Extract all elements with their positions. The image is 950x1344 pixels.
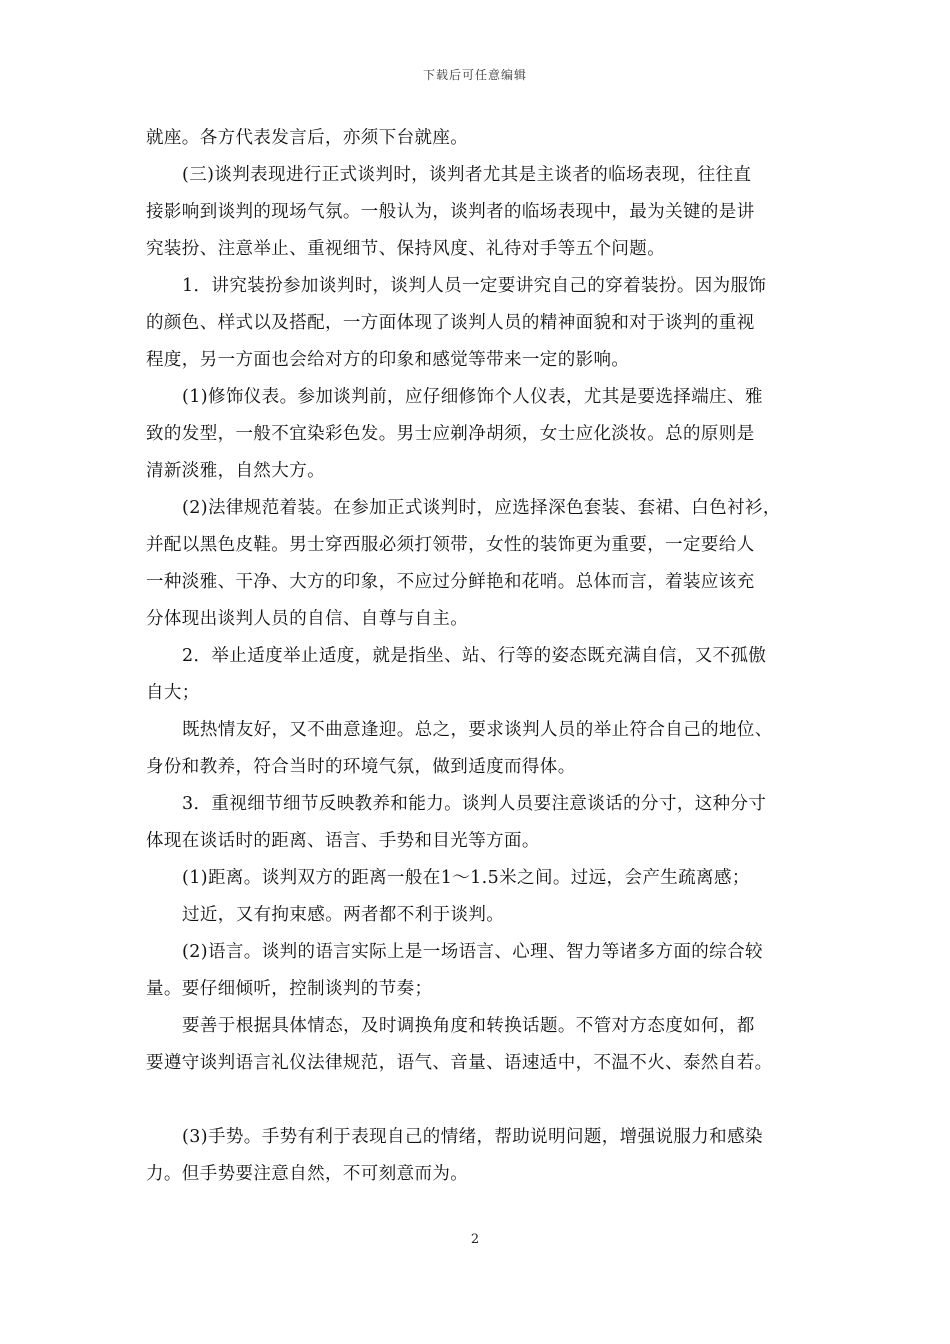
text-line: 分体现出谈判人员的自信、自尊与自主。 — [146, 609, 469, 629]
text-line: 致的发型，一般不宜染彩色发。男士应剃净胡须，女士应化淡妆。总的原则是 — [146, 424, 755, 444]
text-line: 体现在谈话时的距离、语言、手势和目光等方面。 — [146, 831, 540, 851]
text-line: 并配以黑色皮鞋。男士穿西服必须打领带，女性的装饰更为重要，一定要给人 — [146, 535, 755, 555]
paragraph-line: (1)距离。谈判双方的距离一般在1～1.5米之间。过远，会产生疏离感； — [182, 868, 750, 888]
paragraph-line: 1．讲究装扮参加谈判时，谈判人员一定要讲究自己的穿着装扮。因为服饰 — [182, 276, 767, 296]
paragraph-line: (3)手势。手势有利于表现自己的情绪，帮助说明问题，增强说服力和感染 — [182, 1127, 763, 1147]
page-header: 下载后可任意编辑 — [422, 68, 527, 82]
page-number: 2 — [470, 1232, 480, 1247]
text-line: 究装扮、注意举止、重视细节、保持风度、礼待对手等五个问题。 — [146, 239, 666, 259]
text-line: 要遵守谈判语言礼仪法律规范，语气、音量、语速适中，不温不火、泰然自若。 — [146, 1053, 773, 1073]
blank-line — [146, 1086, 816, 1123]
text-line: 清新淡雅，自然大方。 — [146, 461, 325, 481]
text-line: 力。但手势要注意自然，不可刻意而为。 — [146, 1164, 469, 1184]
paragraph-line: 过近，又有拘束感。两者都不利于谈判。 — [182, 905, 505, 925]
text-line: 自大； — [146, 683, 200, 703]
paragraph-line: (2)法律规范着装。在参加正式谈判时，应选择深色套装、套裙、白色衬衫， — [182, 498, 781, 518]
text-line: 接影响到谈判的现场气氛。一般认为，谈判者的临场表现中，最为关键的是讲 — [146, 202, 755, 222]
document-body — [146, 124, 816, 1197]
text-line: 程度，另一方面也会给对方的印象和感觉等带来一定的影响。 — [146, 350, 630, 370]
text-line: 就座。各方代表发言后，亦须下台就座。 — [146, 128, 469, 148]
paragraph-line: (1)修饰仪表。参加谈判前，应仔细修饰个人仪表，尤其是要选择端庄、雅 — [182, 387, 763, 407]
paragraph-line: 要善于根据具体情态，及时调换角度和转换话题。不管对方态度如何，都 — [182, 1016, 755, 1036]
text-line: 的颜色、样式以及搭配，一方面体现了谈判人员的精神面貌和对于谈判的重视 — [146, 313, 755, 333]
text-line: 量。要仔细倾听，控制谈判的节奏； — [146, 979, 433, 999]
paragraph-line: 3．重视细节细节反映教养和能力。谈判人员要注意谈话的分寸，这种分寸 — [182, 794, 767, 814]
paragraph-line: 2．举止适度举止适度，就是指坐、站、行等的姿态既充满自信，又不孤傲 — [182, 646, 767, 666]
paragraph-line: (三)谈判表现进行正式谈判时，谈判者尤其是主谈者的临场表现，往往直 — [182, 165, 752, 185]
text-line: 身份和教养，符合当时的环境气氛，做到适度而得体。 — [146, 757, 576, 777]
text-line: 一种淡雅、干净、大方的印象，不应过分鲜艳和花哨。总体而言，着装应该充 — [146, 572, 755, 592]
paragraph-line: (2)语言。谈判的语言实际上是一场语言、心理、智力等诸多方面的综合较 — [182, 942, 763, 962]
paragraph-line: 既热情友好，又不曲意逢迎。总之，要求谈判人员的举止符合自己的地位、 — [182, 720, 773, 740]
